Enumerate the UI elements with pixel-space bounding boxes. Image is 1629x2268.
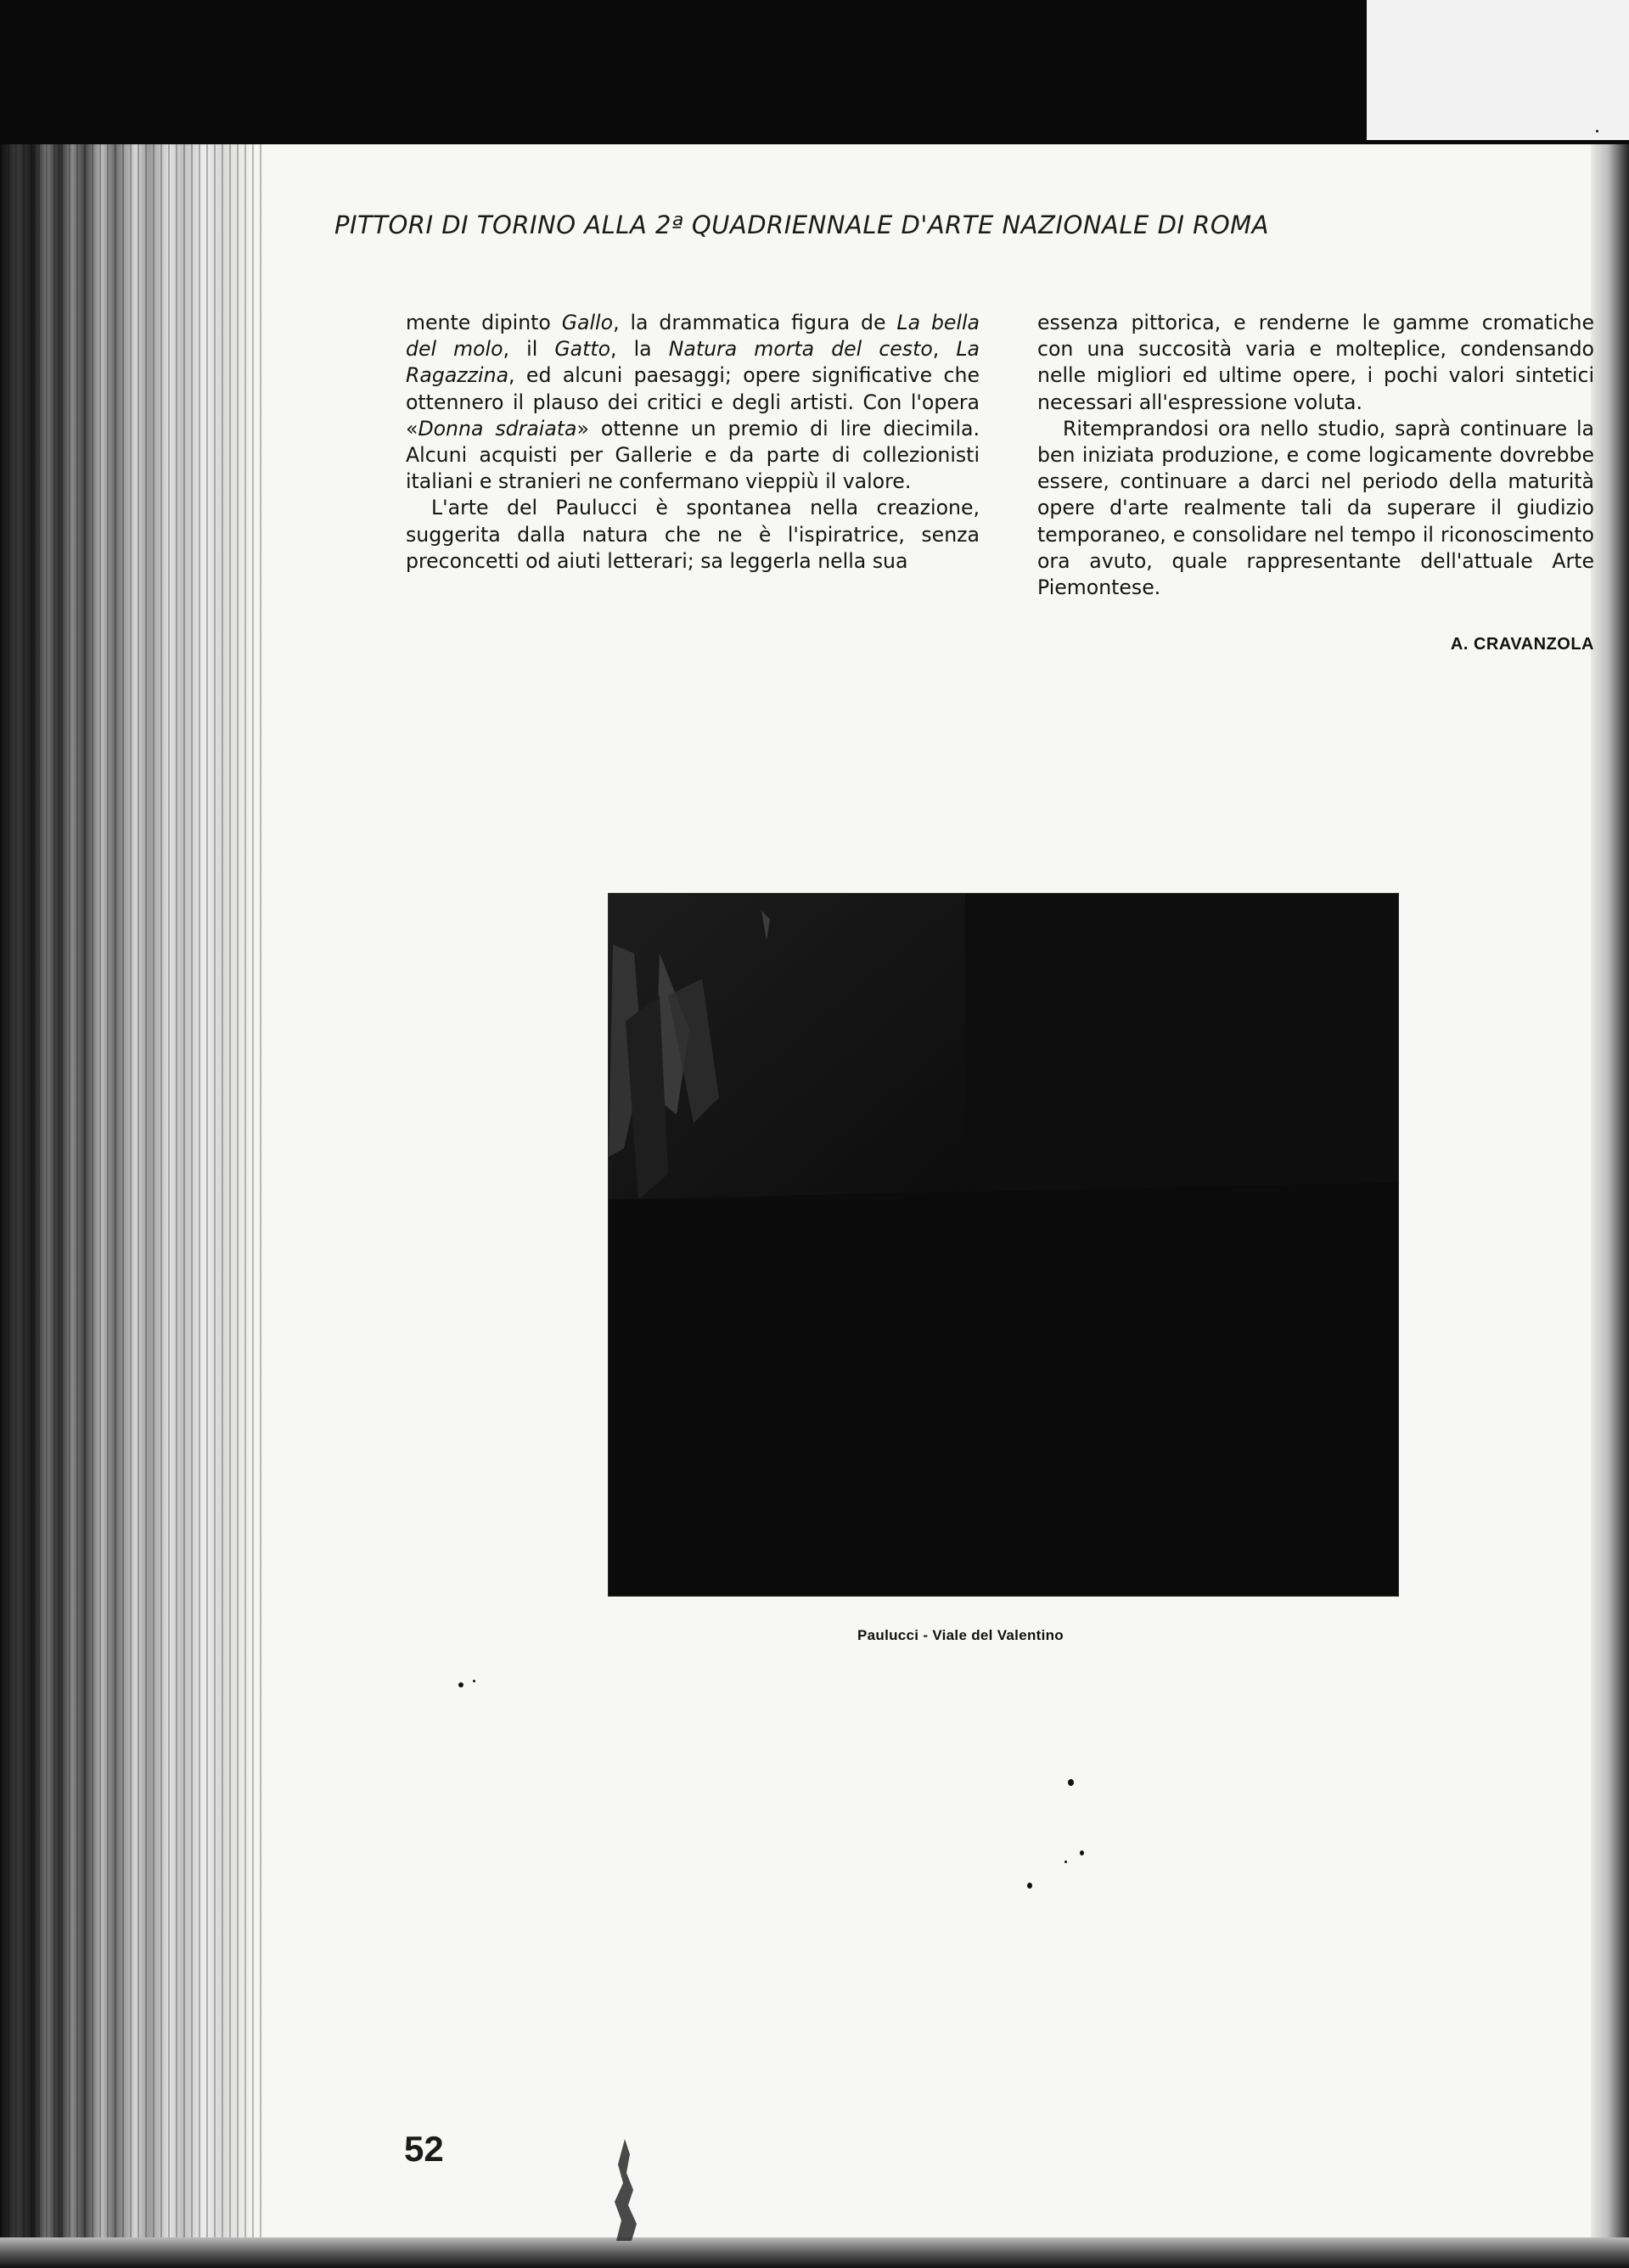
- artwork-title: Natura morta del cesto: [668, 337, 933, 362]
- right-paragraph-2: Ritemprandosi ora nello studio, saprà continuare la ben iniziata produzione, e come logicamente dovrebbe essere, continuare a darci nel periodo della maturità opere d'arte realmente tali da superare il giudizio temporaneo, e consolidare nel tempo il riconoscimento ora avuto, quale rappresentante dell'attuale Arte Piemontese.: [1037, 416, 1594, 600]
- print-speck: [1068, 1779, 1074, 1786]
- text-run: » ottenne un premio di lire diecimila. Alcuni acquisti per Gallerie e da parte di collezionisti italiani e stranieri ne confermano vieppiù il valore.: [406, 416, 980, 494]
- print-speck: [1027, 1883, 1032, 1889]
- artwork-title: Donna sdraiata: [418, 416, 577, 441]
- print-speck: [458, 1682, 463, 1687]
- page-number: 52: [404, 2129, 444, 2169]
- print-speck: [1596, 130, 1598, 132]
- left-paragraph-2: L'arte del Paulucci è spontanea nella creazione, suggerita dalla natura che ne è l'ispiratrice, senza preconcetti od aiuti letterari; sa leggerla nella sua: [406, 496, 980, 573]
- print-speck: [473, 1680, 475, 1682]
- painting-reproduction: [609, 894, 1398, 1596]
- running-head: PITTORI DI TORINO ALLA 2ª QUADRIENNALE D'ARTE NAZIONALE DI ROMA: [334, 211, 1270, 239]
- artwork-title: La Ragazzina: [406, 337, 980, 388]
- text-run: , ed alcuni paesaggi; opere significative che ottennero il plauso dei critici e degli artisti. Con l'opera «: [406, 363, 980, 441]
- page-bottom-edge: [0, 2237, 1629, 2268]
- right-paragraph-1: essenza pittorica, e renderne le gamme cromatiche con una succosità varia e molteplice, condensando nelle migliori ed ultime opere, i pochi valori sintetici necessari all'espressione voluta.: [1037, 311, 1594, 414]
- artwork-title: Gatto: [554, 337, 611, 362]
- print-speck: [1080, 1850, 1084, 1855]
- print-speck: [1064, 1861, 1067, 1863]
- text-run: , la: [610, 337, 669, 362]
- artwork-title: Gallo: [561, 311, 614, 334]
- text-run: ,: [932, 337, 957, 362]
- text-run: mente dipinto: [406, 311, 562, 334]
- author-signature: A. CRAVANZOLA: [1450, 635, 1594, 654]
- text-run: , la drammatica figura de: [613, 311, 897, 334]
- figure-caption: Paulucci - Viale del Valentino: [857, 1627, 1064, 1643]
- ink-smudge: [608, 2139, 645, 2241]
- book-binding-edge: [0, 144, 263, 2268]
- text-run: , il: [503, 337, 555, 362]
- article-column-left: [406, 310, 980, 575]
- page-right-edge: [1591, 144, 1629, 2268]
- painting-image: [609, 894, 1398, 1596]
- article-column-right: [1037, 310, 1594, 601]
- scan-corner: [1367, 0, 1629, 140]
- left-paragraph-1: [406, 310, 980, 495]
- artwork-title: La bella del molo: [406, 311, 980, 362]
